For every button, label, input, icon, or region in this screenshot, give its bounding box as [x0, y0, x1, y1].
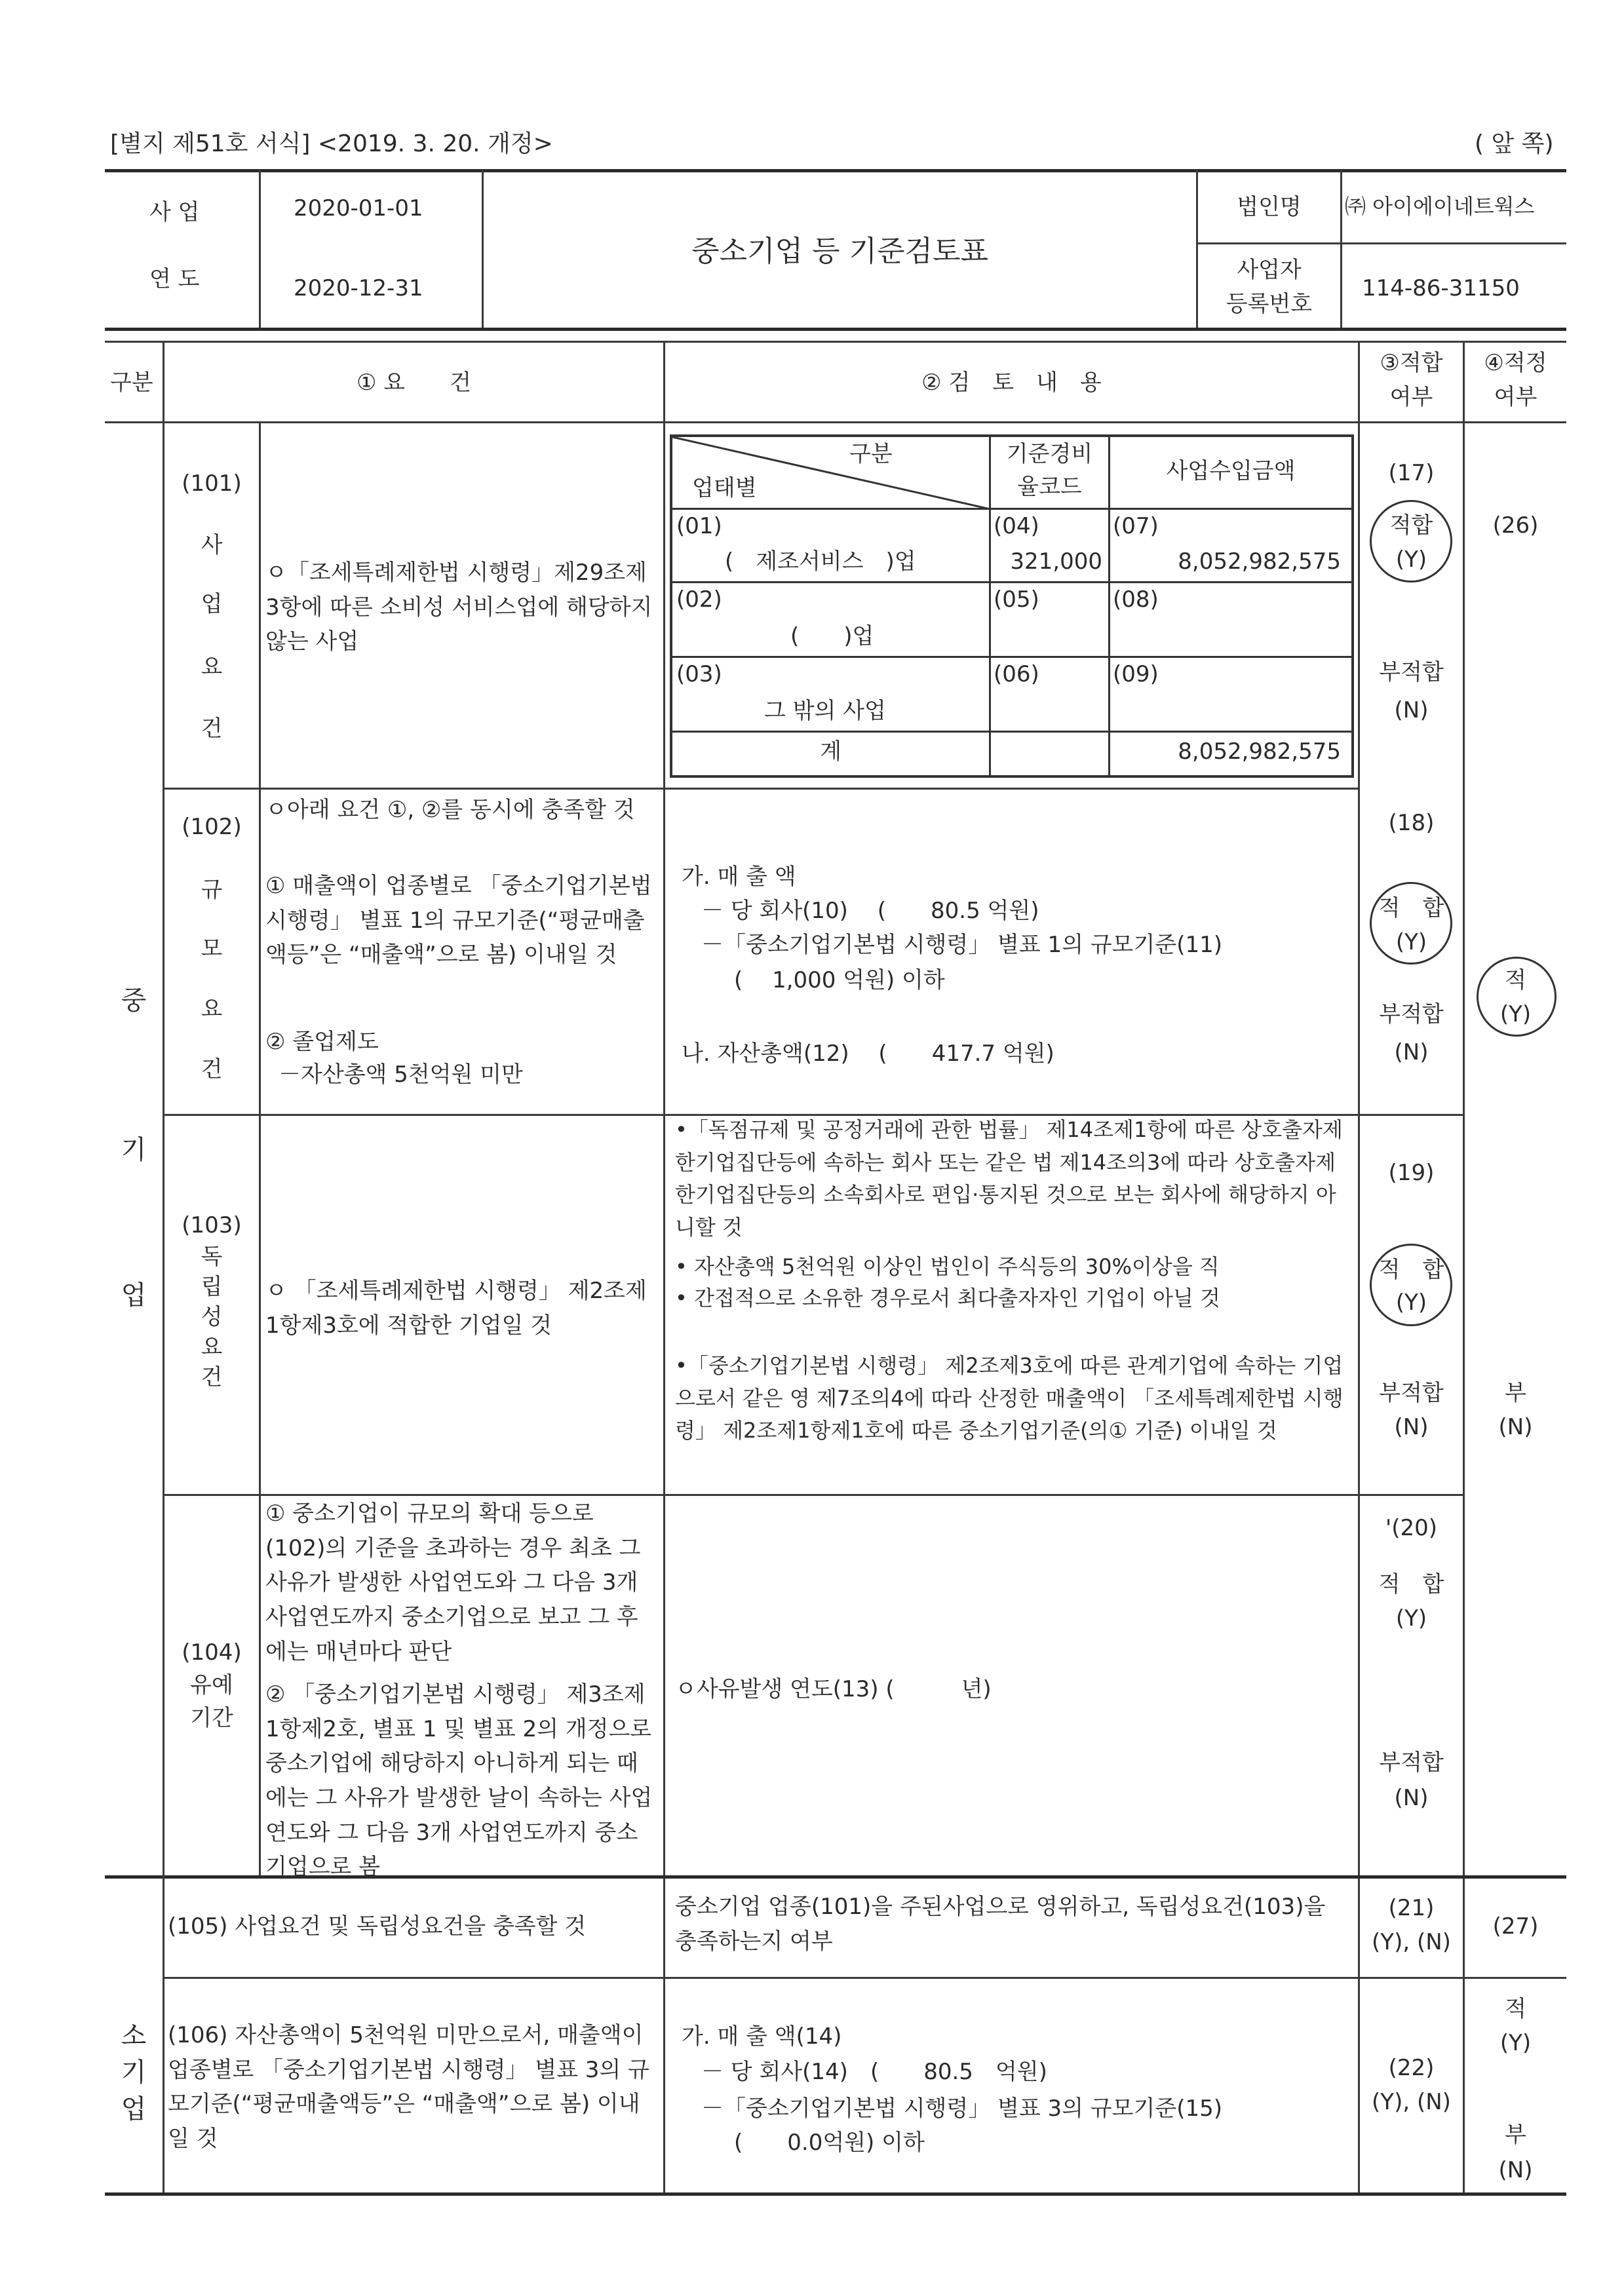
row-no-01: (01) — [676, 513, 722, 539]
business-type-01: ( 제조서비스 )업 — [725, 548, 916, 575]
section-label-small: 기 — [121, 2057, 147, 2088]
business-type-02: ( )업 — [790, 623, 874, 649]
biz-no-label: 등록번호 — [1226, 291, 1313, 317]
fit-no: (N) — [1394, 1785, 1429, 1811]
row-label-101: 건 — [201, 716, 223, 742]
row-separator — [163, 1977, 1566, 1979]
amount-no-07: (07) — [1113, 513, 1159, 539]
proper-yes: 적 — [1505, 967, 1526, 993]
review-103: • 간접적으로 소유한 경우로서 최다출자자인 기업이 아닐 것 — [675, 1286, 1220, 1311]
row-label-103: 립 — [201, 1274, 223, 1300]
period-label: 사 업 — [149, 199, 200, 225]
section-label-medium: 업 — [121, 1280, 147, 1311]
section-label-medium: 중 — [121, 985, 147, 1016]
table-header-amount: 사업수입금액 — [1166, 458, 1296, 484]
fit-yes: 적 합 — [1378, 895, 1444, 921]
amount-no-08: (08) — [1113, 586, 1159, 613]
row-code-103: (103) — [182, 1212, 242, 1238]
row-label-102: 건 — [201, 1056, 223, 1082]
amount-07: 8,052,982,575 — [1178, 548, 1341, 575]
divider — [259, 421, 261, 1876]
review-102: 가. 매 출 액 — [682, 864, 796, 890]
row-label-102: 모 — [201, 936, 223, 962]
proper-yes: (Y) — [1499, 1001, 1532, 1027]
header-rule — [105, 328, 1566, 331]
review-106: 가. 매 출 액(14) — [682, 2023, 842, 2050]
amount-no-09: (09) — [1113, 661, 1159, 687]
row-label-104: 기간 — [190, 1705, 233, 1731]
fit-yes: (Y) — [1395, 1290, 1427, 1316]
fit-no: (N) — [1394, 697, 1429, 723]
fit-no: 부적합 — [1379, 1750, 1444, 1776]
col-header-top — [105, 341, 1566, 343]
col-fit: ③적합 — [1380, 350, 1443, 376]
divider — [259, 169, 261, 330]
row-label-101: 요 — [201, 654, 223, 680]
fit-no: 부적합 — [1379, 1001, 1444, 1027]
requirement-102: ① 매출액이 업종별로 「중소기업기본법 시행령」 별표 1의 규모기준(“평균매출액등”은 “매출액”으로 봄) 이내일 것 — [265, 873, 652, 968]
business-type-03: 그 밖의 사업 — [764, 698, 886, 724]
fiscal-start-date: 2020-01-01 — [294, 195, 423, 221]
divider — [1196, 242, 1566, 244]
corp-name: ㈜ 아이에이네트웍스 — [1345, 194, 1535, 219]
proper-no: (N) — [1498, 1414, 1533, 1440]
total-label: 계 — [820, 738, 841, 765]
bottom-rule — [105, 2192, 1566, 2196]
requirement-102: －자산총액 5천억원 미만 — [279, 1062, 523, 1088]
requirement-104: ② 「중소기업기본법 시행령」 제3조제1항제2호, 별표 1 및 별표 2의 개정으로 중소기업에 해당하지 아니하게 되는 때에는 그 사유가 발생한 날이 속하는 사업연도와 그 다음 3개 사업연도까지 중소기업으로 봄 — [265, 1681, 653, 1881]
row-label-104: 유예 — [190, 1672, 233, 1698]
fit-no-18: (18) — [1388, 810, 1435, 836]
col-gubun: 구분 — [110, 370, 153, 396]
requirement-102: ② 졸업제도 — [265, 1029, 379, 1055]
col-proper: 여부 — [1494, 384, 1537, 410]
section-label-medium: 기 — [121, 1135, 147, 1165]
business-income-table — [670, 434, 1354, 778]
row-no-03: (03) — [676, 661, 722, 687]
proper-yes: (Y) — [1499, 2030, 1532, 2056]
page-side: ( 앞 쪽) — [1475, 130, 1554, 157]
fit-options: (Y), (N) — [1372, 1929, 1451, 1955]
fit-yes: (Y) — [1395, 1605, 1427, 1632]
col-review: ② 검 토 내 용 — [921, 370, 1102, 396]
fit-no-19: (19) — [1388, 1160, 1435, 1186]
requirement-104: ① 중소기업이 규모의 확대 등으로 (102)의 기준을 초과하는 경우 최초 그 사유가 발생한 사업연도와 그 다음 3개 사업연도까지 중소기업으로 보고 그 후에는 매년마다 판단 — [265, 1501, 641, 1665]
proper-no: 부 — [1505, 2122, 1526, 2148]
form-number: [별지 제51호 서식] <2019. 3. 20. 개정> — [110, 130, 553, 157]
review-102: － 당 회사(10) ( 80.5 억원) — [701, 898, 1039, 924]
divider — [1340, 169, 1342, 330]
fit-yes: 적합 — [1389, 512, 1433, 539]
section-label-small: 소 — [121, 2021, 147, 2051]
divider — [663, 421, 665, 2194]
proper-no-27: (27) — [1492, 1913, 1539, 1940]
code-no-06: (06) — [994, 661, 1039, 687]
fit-yes: 적 합 — [1378, 1571, 1444, 1598]
table-header-gubun: 구분 — [849, 441, 893, 467]
row-label-103: 성 — [201, 1304, 223, 1330]
row-label-103: 독 — [201, 1244, 223, 1270]
col-header-bottom — [105, 421, 1566, 423]
divider — [672, 656, 1351, 658]
review-102: 나. 자산총액(12) ( 417.7 억원) — [682, 1041, 1054, 1067]
requirement-102: ㅇ아래 요건 ①, ②를 동시에 충족할 것 — [265, 797, 635, 823]
requirement-101: ㅇ「조세특례제한법 시행령」제29조제3항에 따른 소비성 서비스업에 해당하지 않는 사업 — [265, 560, 653, 655]
fit-no: 부적합 — [1379, 659, 1444, 685]
review-103: •「중소기업기본법 시행령」 제2조제3호에 따른 관계기업에 속하는 기업으로서 같은 영 제7조의4에 따라 산정한 매출액이 「조세특례제한법 시행령」 제2조제1항제1호에 따른 중소기업기준(의① 기준) 이내일 것 — [675, 1353, 1344, 1444]
col-proper: ④적정 — [1484, 350, 1547, 376]
fit-no-21: (21) — [1388, 1895, 1435, 1921]
row-label-101: 사 — [201, 532, 223, 558]
review-106: ( 0.0억원) 이하 — [734, 2130, 925, 2156]
period-label: 연 도 — [149, 266, 200, 292]
page-title: 중소기업 등 기준검토표 — [691, 235, 988, 268]
divider — [672, 508, 1351, 510]
fit-yes: (Y) — [1395, 929, 1427, 955]
fiscal-end-date: 2020-12-31 — [294, 275, 423, 301]
col-requirement: ① 요 건 — [357, 370, 471, 396]
divider — [672, 731, 1351, 733]
row-code-101: (101) — [182, 470, 242, 497]
divider — [1108, 437, 1110, 775]
fit-no: (N) — [1394, 1039, 1429, 1065]
divider — [672, 581, 1351, 583]
fit-no-17: (17) — [1388, 460, 1435, 486]
fit-no: (N) — [1394, 1414, 1429, 1440]
proper-no: (N) — [1498, 2157, 1533, 2183]
row-label-103: 건 — [201, 1364, 223, 1390]
fit-no-22: (22) — [1388, 2055, 1435, 2081]
review-103: •「독점규제 및 공정거래에 관한 법률」 제14조제1항에 따른 상호출자제한기업집단등에 속하는 회사 또는 같은 법 제14조의3에 따라 상호출자제한기업집단등의 소속회사로 편입·통지된 것으로 보는 회사에 해당하지 아니할 것 — [675, 1117, 1343, 1240]
review-103: • 자산총액 5천억원 이상인 법인이 주식등의 30%이상을 직 — [675, 1254, 1220, 1279]
requirement-106: (106) 자산총액이 5천억원 미만으로서, 매출액이 업종별로 「중소기업기본법 시행령」 별표 3의 규모기준(“평균매출액등”은 “매출액”으로 봄) 이내일 것 — [168, 2022, 649, 2152]
biz-no-label: 사업자 — [1237, 257, 1302, 283]
fit-no-20: '(20) — [1385, 1515, 1438, 1541]
fit-yes: (Y) — [1395, 546, 1427, 573]
row-separator — [163, 1494, 1463, 1496]
row-separator — [163, 788, 1358, 790]
row-code-102: (102) — [182, 814, 242, 840]
review-104: ㅇ사유발생 연도(13) ( 년) — [675, 1676, 992, 1702]
review-102: ( 1,000 억원) 이하 — [734, 967, 945, 993]
top-rule — [105, 169, 1566, 172]
expense-code-04: 321,000 — [1010, 548, 1102, 575]
fit-no: 부적합 — [1379, 1380, 1444, 1406]
requirement-103: ㅇ 「조세특례제한법 시행령」 제2조제1항제3호에 적합한 기업일 것 — [265, 1278, 647, 1339]
review-106: － 당 회사(14) ( 80.5 억원) — [701, 2059, 1047, 2085]
review-106: －「중소기업기본법 시행령」 별표 3의 규모기준(15) — [701, 2095, 1223, 2122]
proper-yes: 적 — [1505, 1996, 1526, 2022]
row-label-102: 요 — [201, 996, 223, 1022]
table-header-code: 율코드 — [1017, 474, 1082, 500]
proper-no: 부 — [1505, 1380, 1526, 1406]
fit-yes: 적 합 — [1378, 1257, 1444, 1283]
divider — [163, 1875, 164, 2192]
row-label-101: 업 — [201, 591, 223, 617]
biz-registration-number: 114-86-31150 — [1362, 275, 1520, 301]
total-amount: 8,052,982,575 — [1178, 738, 1341, 765]
row-label-103: 요 — [201, 1334, 223, 1360]
review-105: 중소기업 업종(101)을 주된사업으로 영위하고, 독립성요건(103)을 충족하는지 여부 — [675, 1894, 1326, 1955]
requirement-105: (105) 사업요건 및 독립성요건을 충족할 것 — [168, 1913, 587, 1940]
row-code-104: (104) — [182, 1639, 242, 1666]
code-no-04: (04) — [994, 513, 1039, 539]
review-102: －「중소기업기본법 시행령」 별표 1의 규모기준(11) — [701, 932, 1223, 958]
table-header-business: 업태별 — [692, 475, 757, 501]
col-fit: 여부 — [1389, 384, 1433, 410]
table-header-code: 기준경비 — [1006, 441, 1093, 467]
row-no-02: (02) — [676, 586, 722, 613]
proper-no-26: (26) — [1492, 512, 1539, 539]
section-label-small: 업 — [121, 2094, 147, 2124]
code-no-05: (05) — [994, 586, 1039, 613]
fit-options: (Y), (N) — [1372, 2089, 1451, 2115]
row-label-102: 규 — [201, 877, 223, 903]
corp-name-label: 법인명 — [1237, 194, 1302, 220]
